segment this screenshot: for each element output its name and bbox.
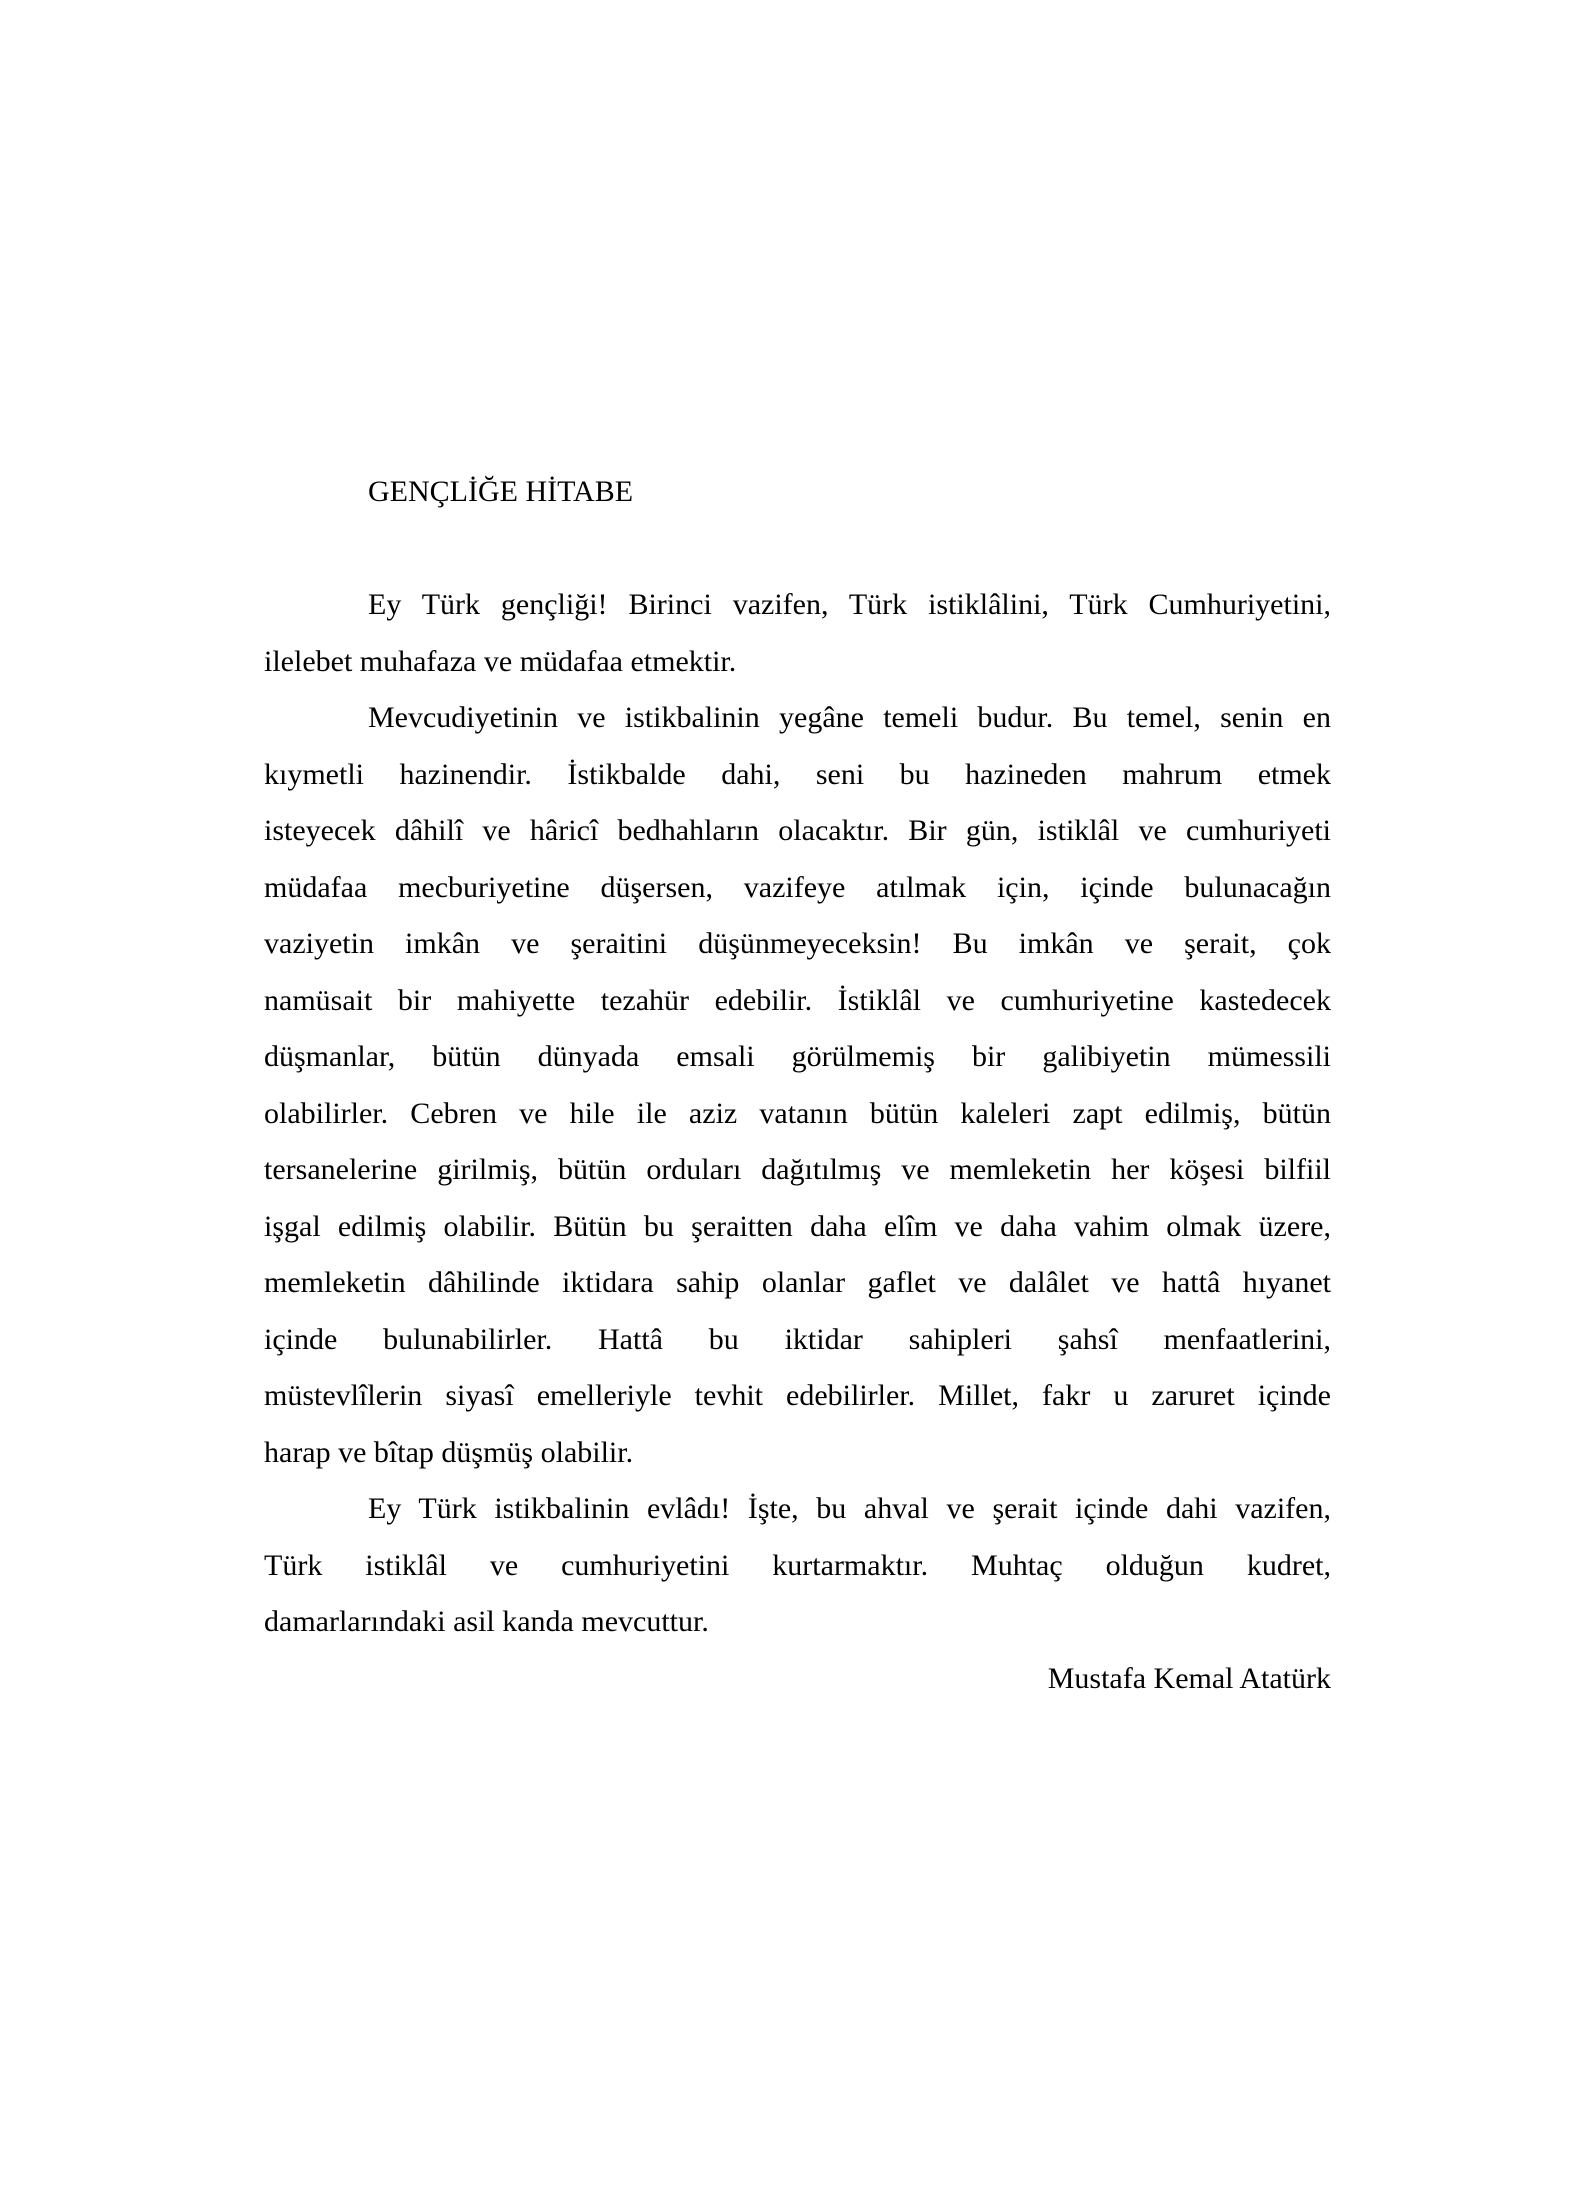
text-line: düşmanlar, bütün dünyada emsali görülmemiş bir galibiyetin mümessili	[264, 1040, 1331, 1073]
text-line: işgal edilmiş olabilir. Bütün bu şeraitten daha elîm ve daha vahim olmak üzere,	[264, 1209, 1331, 1243]
text-line: tersanelerine girilmiş, bütün orduları dağıtılmış ve memleketin her köşesi bilfiil	[264, 1153, 1331, 1186]
document-title: GENÇLİĞE HİTABE	[368, 475, 634, 508]
text-line: müstevlîlerin siyasî emelleriyle tevhit edebilirler. Millet, fakr u zaruret içinde	[264, 1379, 1331, 1412]
paragraph	[264, 577, 1331, 690]
paragraph	[264, 690, 1331, 1481]
text-line: Türk istiklâl ve cumhuriyetini kurtarmaktır. Muhtaç olduğun kudret,	[264, 1548, 1331, 1582]
text-line: içinde bulunabilirler. Hattâ bu iktidar sahipleri şahsî menfaatlerini,	[264, 1322, 1331, 1356]
text-line: olabilirler. Cebren ve hile ile aziz vatanın bütün kaleleri zapt edilmiş, bütün	[264, 1096, 1331, 1130]
paragraph	[264, 1481, 1331, 1651]
text-line: memleketin dâhilinde iktidara sahip olanlar gaflet ve dalâlet ve hattâ hıyanet	[264, 1266, 1331, 1299]
text-line: Ey Türk istikbalinin evlâdı! İşte, bu ahval ve şerait içinde dahi vazifen,	[368, 1492, 1331, 1525]
text-line: harap ve bîtap düşmüş olabilir.	[264, 1435, 634, 1469]
text-line: müdafaa mecburiyetine düşersen, vazifeye atılmak için, içinde bulunacağın	[264, 870, 1331, 904]
text-line: Ey Türk gençliği! Birinci vazifen, Türk istiklâlini, Türk Cumhuriyetini,	[368, 588, 1331, 621]
text-line: namüsait bir mahiyette tezahür edebilir. İstiklâl ve cumhuriyetine kastedecek	[264, 983, 1331, 1017]
text-line: Mevcudiyetinin ve istikbalinin yegâne temeli budur. Bu temel, senin en	[368, 701, 1331, 734]
text-block	[264, 464, 1331, 1707]
text-line: isteyecek dâhilî ve hâricî bedhahların olacaktır. Bir gün, istiklâl ve cumhuriyeti	[264, 814, 1331, 847]
signature: Mustafa Kemal Atatürk	[1047, 1661, 1331, 1695]
paragraphs	[264, 577, 1331, 1651]
text-line: kıymetli hazinendir. İstikbalde dahi, seni bu hazineden mahrum etmek	[264, 757, 1331, 791]
text-line: ilelebet muhafaza ve müdafaa etmektir.	[264, 644, 737, 678]
blank-line	[264, 521, 1331, 578]
text-line: vaziyetin imkân ve şeraitini düşünmeyeceksin! Bu imkân ve şerait, çok	[264, 927, 1331, 960]
text-line: damarlarındaki asil kanda mevcuttur.	[264, 1605, 709, 1638]
